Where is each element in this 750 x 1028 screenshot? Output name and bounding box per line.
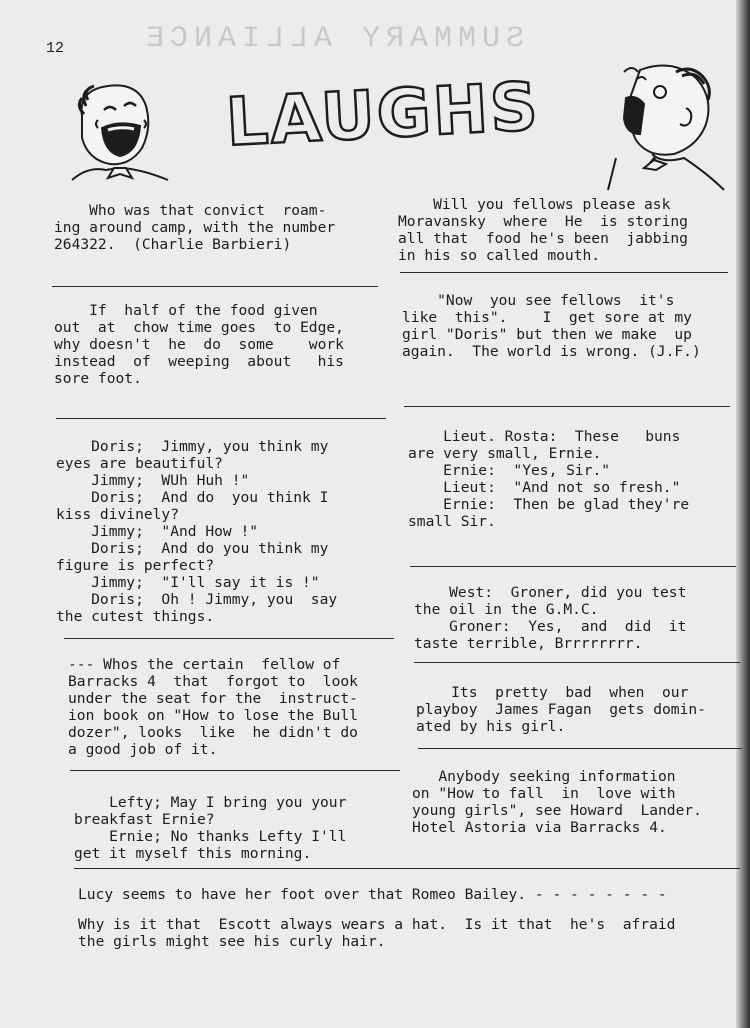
divider bbox=[64, 638, 394, 639]
divider bbox=[414, 662, 740, 663]
divider-full-width bbox=[74, 868, 740, 869]
joke-escott: Why is it that Escott always wears a hat. Is it that he's afraid the girls might see his curly hair. bbox=[78, 916, 676, 950]
joke-lucy: Lucy seems to have her foot over that Romeo Bailey. - - - - - - - - bbox=[78, 886, 667, 903]
joke-playboy: Its pretty bad when our playboy James Fagan gets domin- ated by his girl. bbox=[416, 684, 706, 735]
bleed-through-text: SUMMARY ALLIANCE bbox=[140, 22, 525, 56]
divider bbox=[52, 286, 378, 287]
joke-bull-dozer: --- Whos the certain fellow of Barracks 4 that forgot to look under the seat for the instruct- ion book on "How to lose the Bull dozer", looks like he didn't do a good job of it. bbox=[68, 656, 358, 758]
joke-buns: Lieut. Rosta: These buns are very small, Ernie. Ernie: "Yes, Sir." Lieut: "And not so fresh." Ernie: Then be glad they're small Sir. bbox=[408, 428, 690, 530]
joke-convict: Who was that convict roam- ing around camp, with the number 264322. (Charlie Barbieri) bbox=[54, 202, 336, 253]
joke-food-storing: Will you fellows please ask Moravansky where He is storing all that food he's been jabbing in his so called mouth. bbox=[398, 196, 688, 264]
laughing-face-left-icon bbox=[68, 76, 178, 186]
joke-astoria: Anybody seeking information on "How to fall in love with young girls", see Howard Lander. Hotel Astoria via Barracks 4. bbox=[412, 768, 702, 836]
joke-oil: West: Groner, did you test the oil in the G.M.C. Groner: Yes, and did it taste terrible, Brrrrrrrr. bbox=[414, 584, 687, 652]
divider bbox=[56, 418, 386, 419]
laughing-face-right-icon bbox=[596, 58, 726, 198]
divider bbox=[70, 770, 400, 771]
divider bbox=[410, 566, 736, 567]
page-number: 12 bbox=[46, 40, 65, 57]
joke-edge-food: If half of the food given out at chow time goes to Edge, why doesn't he do some work instead of weeping about his sore foot. bbox=[54, 302, 344, 387]
divider bbox=[400, 272, 728, 273]
divider bbox=[418, 748, 742, 749]
divider bbox=[404, 406, 730, 407]
joke-doris-jimmy: Doris; Jimmy, you think my eyes are beautiful? Jimmy; WUh Huh !" Doris; And do you think I kiss divinely? Jimmy; "And How !" Doris; And do you think my figure is perfect? Jimmy; "I'll say it is !" Doris; Oh ! Jimmy, you say the cutest things. bbox=[56, 438, 338, 625]
joke-doris-jf: "Now you see fellows it's like this". I get sore at my girl "Doris" but then we make up again. The world is wrong. (J.F.) bbox=[402, 292, 701, 360]
page-title: LAUGHS bbox=[224, 67, 542, 162]
joke-lefty: Lefty; May I bring you your breakfast Ernie? Ernie; No thanks Lefty I'll get it myself this morning. bbox=[74, 794, 347, 862]
page-edge-shadow bbox=[736, 0, 750, 1028]
